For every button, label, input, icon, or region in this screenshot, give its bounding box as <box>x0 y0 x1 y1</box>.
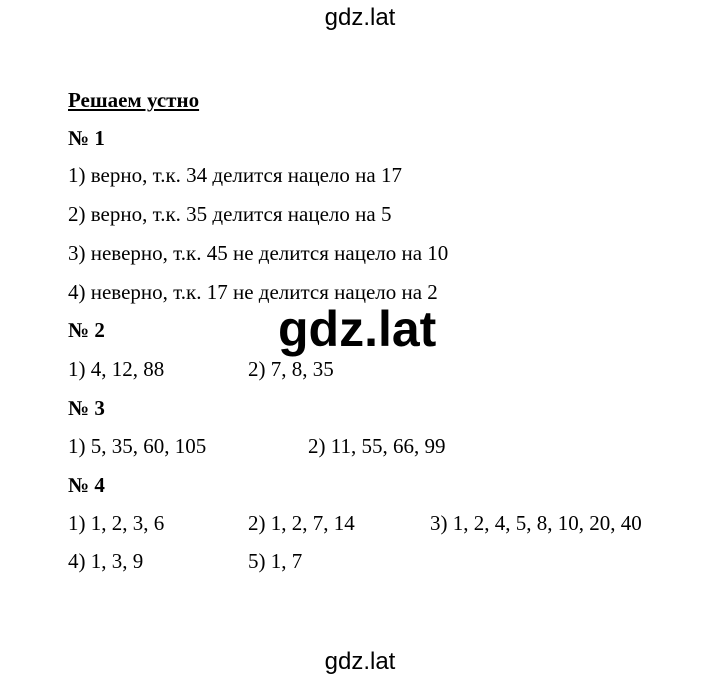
watermark-top: gdz.lat <box>324 4 396 31</box>
watermark-bottom: gdz.lat <box>324 648 396 675</box>
task-1-heading: № 1 <box>68 126 105 150</box>
task-3-heading: № 3 <box>68 396 105 420</box>
task-2-heading: № 2 <box>68 318 105 342</box>
task-2-answer-2: 2) 7, 8, 35 <box>248 357 334 381</box>
task-3-answer-2: 2) 11, 55, 66, 99 <box>308 434 446 458</box>
task-1-line-2: 2) верно, т.к. 35 делится нацело на 5 <box>68 202 392 226</box>
task-4-answer-2: 2) 1, 2, 7, 14 <box>248 511 355 535</box>
task-4-answer-3: 3) 1, 2, 4, 5, 8, 10, 20, 40 <box>430 511 642 535</box>
task-1-line-4: 4) неверно, т.к. 17 не делится нацело на 2 <box>68 280 438 304</box>
task-1-line-1: 1) верно, т.к. 34 делится нацело на 17 <box>68 163 402 187</box>
task-4-answer-4: 4) 1, 3, 9 <box>68 549 144 573</box>
task-1-line-3: 3) неверно, т.к. 45 не делится нацело на 10 <box>68 241 449 265</box>
section-title: Решаем устно <box>68 88 200 112</box>
task-4-answer-1: 1) 1, 2, 3, 6 <box>68 511 165 535</box>
watermark-center: gdz.lat <box>278 301 437 357</box>
task-4-answer-5: 5) 1, 7 <box>248 549 303 573</box>
task-4-heading: № 4 <box>68 473 105 497</box>
task-2-answer-1: 1) 4, 12, 88 <box>68 357 165 381</box>
task-3-answer-1: 1) 5, 35, 60, 105 <box>68 434 207 458</box>
